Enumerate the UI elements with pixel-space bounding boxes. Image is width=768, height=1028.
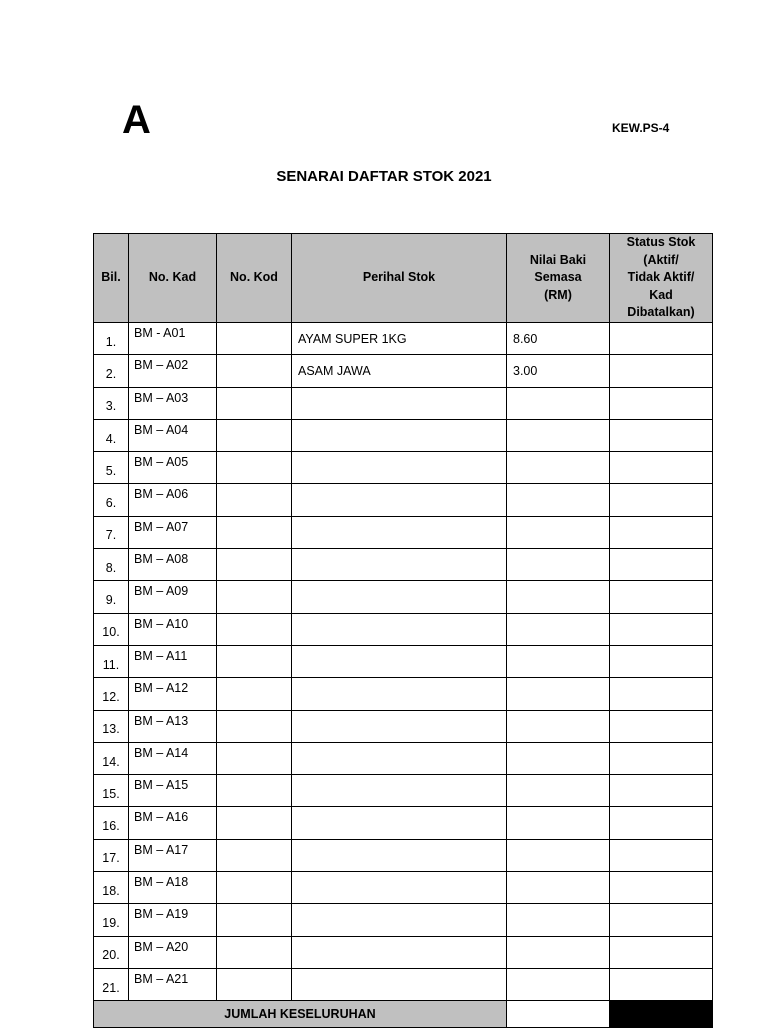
cell-bil: 9. <box>94 581 129 613</box>
cell-perihal-stok <box>292 678 507 710</box>
cell-no-kad: BM – A02 <box>129 355 217 387</box>
cell-status-stok <box>610 678 713 710</box>
cell-no-kad: BM – A13 <box>129 710 217 742</box>
cell-no-kod <box>217 355 292 387</box>
header-nilai-line: Semasa <box>534 270 582 285</box>
cell-nilai-baki <box>507 968 610 1000</box>
cell-perihal-stok: AYAM SUPER 1KG <box>292 323 507 355</box>
cell-status-stok <box>610 968 713 1000</box>
cell-bil: 17. <box>94 839 129 871</box>
table-row <box>94 387 713 419</box>
header-status-line: Tidak Aktif/ <box>627 270 695 285</box>
cell-no-kod <box>217 323 292 355</box>
cell-status-stok <box>610 645 713 677</box>
cell-no-kod <box>217 419 292 451</box>
table-row <box>94 452 713 484</box>
cell-bil: 19. <box>94 904 129 936</box>
cell-no-kod <box>217 516 292 548</box>
page-title: SENARAI DAFTAR STOK 2021 <box>276 168 492 185</box>
cell-status-stok <box>610 807 713 839</box>
cell-no-kod <box>217 645 292 677</box>
cell-nilai-baki <box>507 613 610 645</box>
cell-no-kad: BM – A04 <box>129 419 217 451</box>
cell-status-stok <box>610 904 713 936</box>
cell-perihal-stok <box>292 387 507 419</box>
table-row <box>94 516 713 548</box>
cell-no-kad: BM - A01 <box>129 323 217 355</box>
cell-no-kad: BM – A10 <box>129 613 217 645</box>
cell-nilai-baki <box>507 549 610 581</box>
table-row <box>94 775 713 807</box>
cell-no-kod <box>217 968 292 1000</box>
cell-perihal-stok <box>292 549 507 581</box>
cell-perihal-stok <box>292 775 507 807</box>
cell-nilai-baki <box>507 484 610 516</box>
cell-no-kad: BM – A12 <box>129 678 217 710</box>
cell-no-kod <box>217 936 292 968</box>
cell-nilai-baki: 8.60 <box>507 323 610 355</box>
header-nilai-line: (RM) <box>544 287 572 302</box>
cell-status-stok <box>610 516 713 548</box>
table-row <box>94 742 713 774</box>
cell-nilai-baki: 3.00 <box>507 355 610 387</box>
total-value-cell <box>507 1001 610 1027</box>
cell-perihal-stok <box>292 484 507 516</box>
table-row <box>94 419 713 451</box>
header-nilai-baki <box>507 234 610 323</box>
cell-bil: 11. <box>94 645 129 677</box>
cell-no-kod <box>217 807 292 839</box>
cell-perihal-stok <box>292 936 507 968</box>
cell-no-kad: BM – A09 <box>129 581 217 613</box>
cell-status-stok <box>610 775 713 807</box>
cell-no-kad: BM – A16 <box>129 807 217 839</box>
cell-perihal-stok <box>292 872 507 904</box>
cell-no-kad: BM – A06 <box>129 484 217 516</box>
cell-nilai-baki <box>507 742 610 774</box>
cell-bil: 8. <box>94 549 129 581</box>
cell-bil: 18. <box>94 872 129 904</box>
table-row <box>94 645 713 677</box>
total-label: JUMLAH KESELURUHAN <box>94 1001 507 1027</box>
cell-nilai-baki <box>507 872 610 904</box>
cell-no-kod <box>217 549 292 581</box>
table-row <box>94 904 713 936</box>
cell-bil: 13. <box>94 710 129 742</box>
table-row <box>94 355 713 387</box>
cell-bil: 6. <box>94 484 129 516</box>
cell-status-stok <box>610 872 713 904</box>
table-header-row <box>94 234 713 323</box>
table-row <box>94 968 713 1000</box>
table-row <box>94 613 713 645</box>
cell-status-stok <box>610 484 713 516</box>
cell-bil: 15. <box>94 775 129 807</box>
table-row <box>94 484 713 516</box>
header-bil: Bil. <box>94 234 129 323</box>
cell-perihal-stok <box>292 613 507 645</box>
cell-perihal-stok <box>292 581 507 613</box>
cell-no-kad: BM – A11 <box>129 645 217 677</box>
cell-nilai-baki <box>507 807 610 839</box>
cell-no-kad: BM – A05 <box>129 452 217 484</box>
cell-no-kod <box>217 839 292 871</box>
table-row <box>94 872 713 904</box>
cell-status-stok <box>610 581 713 613</box>
cell-status-stok <box>610 613 713 645</box>
cell-nilai-baki <box>507 452 610 484</box>
cell-bil: 12. <box>94 678 129 710</box>
cell-status-stok <box>610 710 713 742</box>
form-code: KEW.PS-4 <box>612 121 670 135</box>
cell-no-kad: BM – A08 <box>129 549 217 581</box>
header-status-line: Dibatalkan) <box>627 305 695 320</box>
cell-no-kod <box>217 581 292 613</box>
cell-no-kod <box>217 613 292 645</box>
header-status-line: Status Stok <box>626 235 696 250</box>
cell-no-kod <box>217 742 292 774</box>
cell-no-kad: BM – A20 <box>129 936 217 968</box>
table-row <box>94 549 713 581</box>
cell-status-stok <box>610 936 713 968</box>
cell-nilai-baki <box>507 581 610 613</box>
cell-bil: 4. <box>94 419 129 451</box>
table-row <box>94 839 713 871</box>
total-row <box>94 1001 713 1027</box>
cell-no-kad: BM – A17 <box>129 839 217 871</box>
cell-bil: 1. <box>94 323 129 355</box>
header-status-line: (Aktif/ <box>643 252 679 267</box>
cell-nilai-baki <box>507 645 610 677</box>
cell-bil: 2. <box>94 355 129 387</box>
cell-perihal-stok <box>292 904 507 936</box>
cell-nilai-baki <box>507 839 610 871</box>
cell-no-kad: BM – A07 <box>129 516 217 548</box>
cell-no-kad: BM – A03 <box>129 387 217 419</box>
cell-perihal-stok <box>292 645 507 677</box>
table-row <box>94 710 713 742</box>
cell-no-kod <box>217 775 292 807</box>
cell-perihal-stok <box>292 968 507 1000</box>
cell-perihal-stok: ASAM JAWA <box>292 355 507 387</box>
header-nilai-line: Nilai Baki <box>529 252 587 267</box>
cell-no-kod <box>217 452 292 484</box>
cell-status-stok <box>610 419 713 451</box>
header-no-kad: No. Kad <box>129 234 217 323</box>
cell-nilai-baki <box>507 904 610 936</box>
section-letter: A <box>122 98 151 142</box>
table-row <box>94 678 713 710</box>
cell-bil: 16. <box>94 807 129 839</box>
cell-no-kad: BM – A18 <box>129 872 217 904</box>
table-row <box>94 807 713 839</box>
cell-perihal-stok <box>292 742 507 774</box>
cell-no-kad: BM – A21 <box>129 968 217 1000</box>
table-row <box>94 581 713 613</box>
cell-status-stok <box>610 355 713 387</box>
cell-no-kad: BM – A19 <box>129 904 217 936</box>
cell-nilai-baki <box>507 419 610 451</box>
cell-bil: 10. <box>94 613 129 645</box>
cell-no-kod <box>217 872 292 904</box>
cell-nilai-baki <box>507 710 610 742</box>
table-row <box>94 323 713 355</box>
cell-bil: 20. <box>94 936 129 968</box>
cell-no-kod <box>217 678 292 710</box>
cell-perihal-stok <box>292 516 507 548</box>
cell-bil: 7. <box>94 516 129 548</box>
header-perihal-stok: Perihal Stok <box>292 234 507 323</box>
cell-no-kod <box>217 387 292 419</box>
cell-no-kod <box>217 484 292 516</box>
cell-nilai-baki <box>507 775 610 807</box>
cell-no-kad: BM – A15 <box>129 775 217 807</box>
cell-perihal-stok <box>292 710 507 742</box>
cell-bil: 14. <box>94 742 129 774</box>
cell-nilai-baki <box>507 936 610 968</box>
cell-bil: 3. <box>94 387 129 419</box>
cell-status-stok <box>610 452 713 484</box>
header-no-kod: No. Kod <box>217 234 292 323</box>
cell-perihal-stok <box>292 807 507 839</box>
cell-nilai-baki <box>507 516 610 548</box>
cell-perihal-stok <box>292 419 507 451</box>
table-row <box>94 936 713 968</box>
header-status-stok <box>610 234 713 323</box>
cell-bil: 21. <box>94 968 129 1000</box>
cell-status-stok <box>610 839 713 871</box>
header-status-line: Kad <box>649 287 673 302</box>
cell-no-kad: BM – A14 <box>129 742 217 774</box>
cell-nilai-baki <box>507 387 610 419</box>
cell-bil: 5. <box>94 452 129 484</box>
cell-no-kod <box>217 710 292 742</box>
total-status-cell-blacked <box>610 1001 713 1027</box>
stock-table <box>93 233 713 1028</box>
cell-perihal-stok <box>292 839 507 871</box>
cell-perihal-stok <box>292 452 507 484</box>
cell-status-stok <box>610 323 713 355</box>
cell-nilai-baki <box>507 678 610 710</box>
cell-status-stok <box>610 549 713 581</box>
cell-no-kod <box>217 904 292 936</box>
cell-status-stok <box>610 387 713 419</box>
cell-status-stok <box>610 742 713 774</box>
